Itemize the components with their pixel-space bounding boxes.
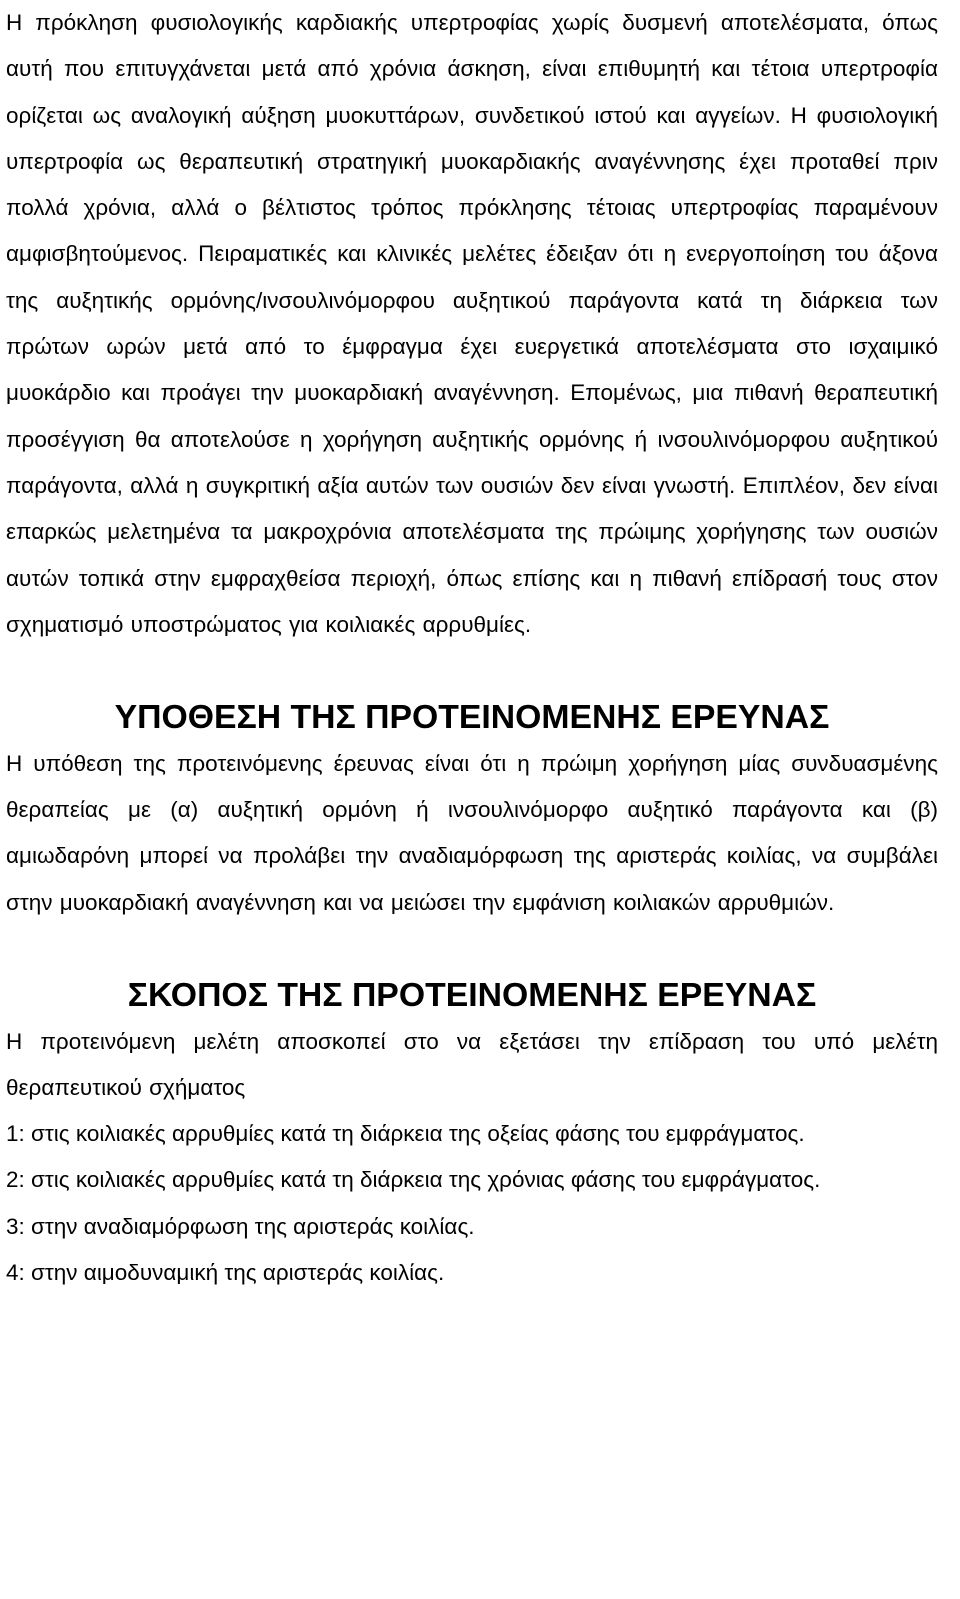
aim-paragraph: Η προτεινόμενη μελέτη αποσκοπεί στο να εξετάσει την επίδραση του υπό μελέτη θεραπευτικού σχήματος xyxy=(6,1028,938,1100)
section-spacer xyxy=(6,926,938,972)
section-spacer xyxy=(6,648,938,694)
aim-list-item: 1: στις κοιλιακές αρρυθμίες κατά τη διάρκεια της οξείας φάσης του εμφράγματος. xyxy=(6,1121,805,1147)
aim-list-item: 4: στην αιμοδυναμική της αριστεράς κοιλίας. xyxy=(6,1260,445,1286)
document-page xyxy=(6,0,938,1296)
hypothesis-paragraph: Η υπόθεση της προτεινόμενης έρευνας είναι ότι η πρώιμη χορήγηση μίας συνδυασμένης θεραπείας με (α) αυξητική ορμόνη ή ινσουλινόμορφο αυξητικό παράγοντα και (β) αμιωδαρόνη μπορεί να προλάβει την αναδιαμόρφωση της αριστεράς κοιλίας, να συμβάλει στην μυοκαρδιακή αναγέννηση και να μειώσει την εμφάνιση κοιλιακών αρρυθμιών. xyxy=(6,750,938,915)
hypothesis-heading: ΥΠΟΘΕΣΗ ΤΗΣ ΠΡΟΤΕΙΝΟΜΕΝΗΣ ΕΡΕΥΝΑΣ xyxy=(114,698,830,737)
aim-heading: ΣΚΟΠΟΣ ΤΗΣ ΠΡΟΤΕΙΝΟΜΕΝΗΣ ΕΡΕΥΝΑΣ xyxy=(127,976,817,1015)
intro-paragraph: Η πρόκληση φυσιολογικής καρδιακής υπερτροφίας χωρίς δυσμενή αποτελέσματα, όπως αυτή που επιτυγχάνεται μετά από χρόνια άσκηση, είναι επιθυμητή και τέτοια υπερτροφία ορίζεται ως αναλογική αύξηση μυοκυττάρων, συνδετικού ιστού και αγγείων. Η φυσιολογική υπερτροφία ως θεραπευτική στρατηγική μυοκαρδιακής αναγέννησης έχει προταθεί πριν πολλά χρόνια, αλλά ο βέλτιστος τρόπος πρόκλησης τέτοιας υπερτροφίας παραμένουν αμφισβητούμενος. Πειραματικές και κλινικές μελέτες έδειξαν ότι η ενεργοποίηση του άξονα της αυξητικής ορμόνης/ινσουλινόμορφου αυξητικού παράγοντα κατά τη διάρκεια των πρώτων ωρών μετά από το έμφραγμα έχει ευεργετικά αποτελέσματα στο ισχαιμικό μυοκάρδιο και προάγει την μυοκαρδιακή αναγέννηση. Επομένως, μια πιθανή θεραπευτική προσέγγιση θα αποτελούσε η χορήγηση αυξητικής ορμόνης ή ινσουλινόμορφου αυξητικού παράγοντα, αλλά η συγκριτική αξία αυτών των ουσιών δεν είναι γνωστή. Επιπλέον, δεν είναι επαρκώς μελετημένα τα μακροχρόνια αποτελέσματα της πρώιμης χορήγησης των ουσιών αυτών τοπικά στην εμφραχθείσα περιοχή, όπως επίσης και η πιθανή επίδρασή τους στον σχηματισμό υποστρώματος για κοιλιακές αρρυθμίες. xyxy=(6,10,938,637)
aim-list-item: 3: στην αναδιαμόρφωση της αριστεράς κοιλίας. xyxy=(6,1213,475,1239)
aim-list-item: 2: στις κοιλιακές αρρυθμίες κατά τη διάρκεια της χρόνιας φάσης του εμφράγματος. xyxy=(6,1167,821,1193)
